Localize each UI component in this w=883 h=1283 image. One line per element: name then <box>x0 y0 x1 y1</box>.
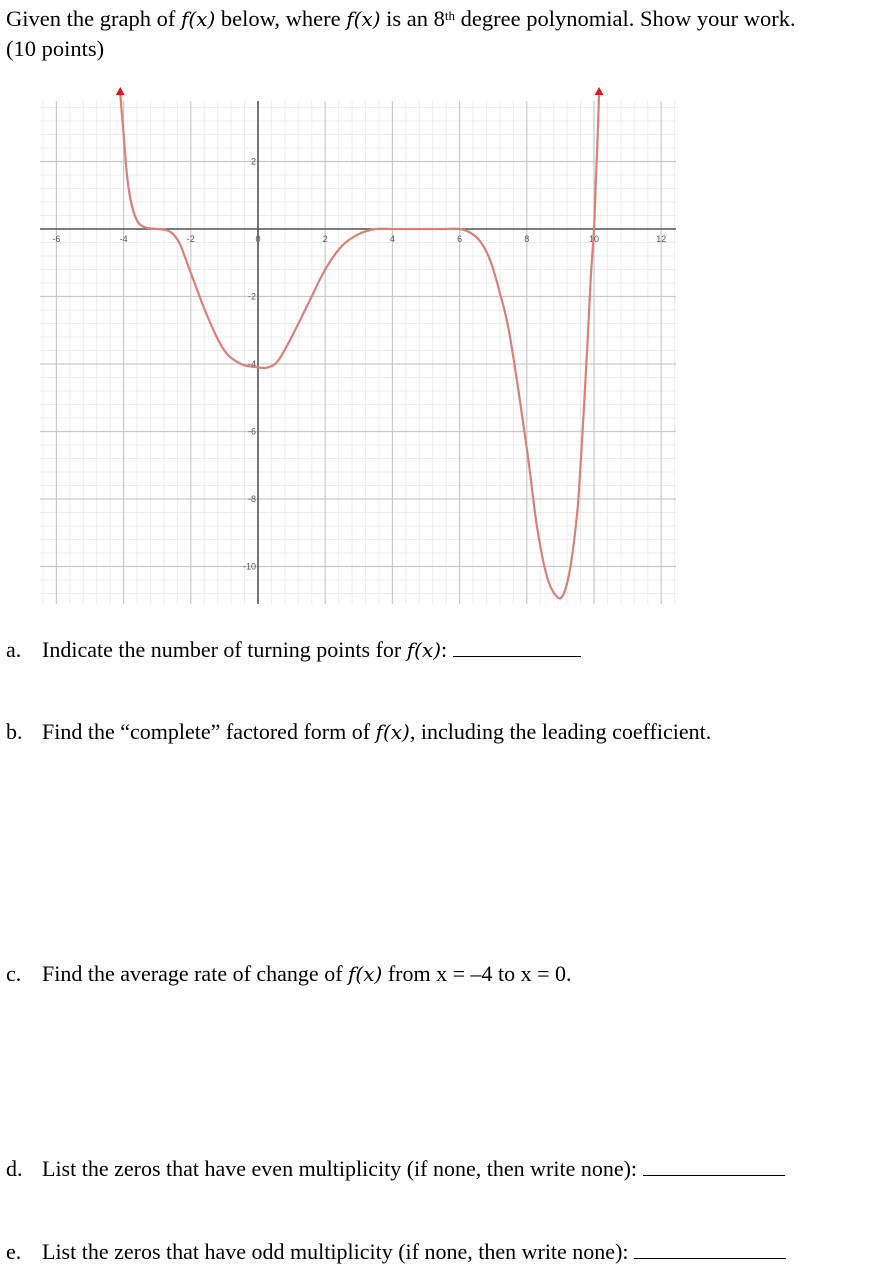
function-notation: f(x) <box>406 638 442 662</box>
x-tick-label: 2 <box>322 234 328 244</box>
question-e <box>6 1236 786 1266</box>
intro-text-2: below, where <box>215 6 347 31</box>
curve-layer <box>116 87 604 598</box>
intro-text-3: is an 8 <box>380 6 445 31</box>
question-text-end: from x = –4 to x = 0. <box>382 961 572 986</box>
y-tick-label: -6 <box>247 426 256 437</box>
x-tick-label: 8 <box>524 234 530 244</box>
x-tick-label: -4 <box>119 234 128 244</box>
question-text: List the zeros that have even multiplicity (if none, then write none): <box>42 1156 638 1181</box>
question-letter: c. <box>6 961 22 986</box>
y-tick-label: -4 <box>247 359 256 369</box>
answer-blank[interactable] <box>643 1153 785 1176</box>
question-c <box>6 960 572 988</box>
question-text: Find the average rate of change of <box>42 961 349 986</box>
function-notation: f(x) <box>346 7 381 31</box>
question-a <box>6 634 581 664</box>
y-tick-label: -2 <box>247 291 256 302</box>
question-d <box>6 1153 785 1183</box>
x-tick-label: 6 <box>457 234 463 244</box>
answer-blank[interactable] <box>453 634 581 657</box>
question-text-end: , including the leading coefficient. <box>409 719 712 744</box>
polynomial-graph <box>0 0 883 620</box>
question-text: List the zeros that have odd multiplicity (if none, then write none): <box>42 1239 629 1264</box>
minor-grid <box>40 101 676 604</box>
question-b <box>6 718 711 746</box>
y-tick-label: -8 <box>247 494 256 504</box>
question-letter: a. <box>6 637 22 662</box>
x-tick-label: 10 <box>588 234 600 244</box>
points-label: (10 points) <box>6 36 105 61</box>
x-tick-label: -2 <box>186 234 195 244</box>
question-text: Indicate the number of turning points for <box>42 637 407 662</box>
right-end-arrow-icon <box>595 87 604 95</box>
question-text: Find the “complete” factored form of <box>42 719 376 744</box>
question-letter: e. <box>6 1239 22 1264</box>
question-letter: b. <box>6 719 23 744</box>
left-end-arrow-icon <box>116 87 125 95</box>
intro-text-1: Given the graph of <box>6 6 181 31</box>
y-tick-label: 2 <box>250 156 256 167</box>
function-notation: f(x) <box>375 720 410 744</box>
answer-blank[interactable] <box>634 1236 786 1259</box>
y-tick-label: -10 <box>242 561 256 572</box>
function-notation: f(x) <box>348 962 383 986</box>
x-tick-label: -6 <box>52 234 61 244</box>
x-tick-label: 0 <box>255 234 261 244</box>
intro-text-4: degree polynomial. Show your work. <box>455 6 796 31</box>
question-letter: d. <box>6 1156 23 1181</box>
ordinal-suffix: th <box>444 8 456 23</box>
function-notation: f(x) <box>180 7 216 31</box>
x-tick-label: 4 <box>389 234 395 244</box>
question-text-end: : <box>441 637 448 662</box>
x-tick-label: 12 <box>656 234 667 244</box>
